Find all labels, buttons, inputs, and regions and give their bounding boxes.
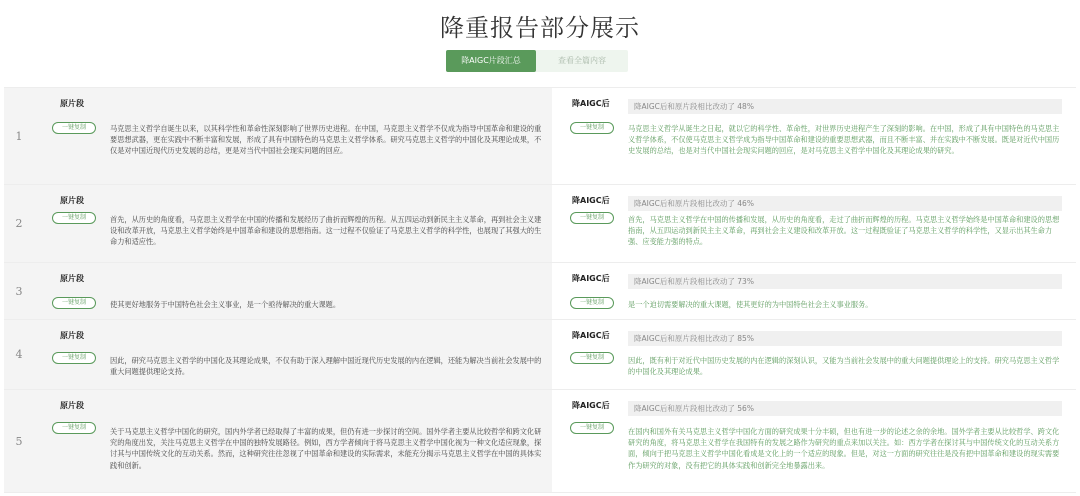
report-rows bbox=[4, 87, 1076, 493]
original-text: 关于马克思主义哲学中国化的研究，国内外学者已经取得了丰富的成果，但仍有进一步探讨的空间。国外学者主要从比较哲学和跨文化研究的角度出发，关注马克思主义哲学在中国的独特发展路径。例如，西方学者倾向于将马克思主义哲学中国化视为一种文化适应现象，探讨其与中国传统文化的互动关系。然而，这种研究往往忽视了中国革命和建设的实际需求，未能充分揭示马克思主义哲学在中国的具体实践和创新。 bbox=[110, 427, 542, 470]
revised-cell bbox=[556, 320, 1076, 389]
revised-text: 马克思主义哲学从诞生之日起，就以它的科学性、革命性，对世界历史进程产生了深刻的影响。在中国，形成了具有中国特色的马克思主义哲学体系，不仅使马克思主义哲学成为指导中国革命和建设的重要思想武器，而且不断丰富、并在实践中不断发展。既是对近代中国历史发展的总结，也是对当代中国社会现实问题的回应，是对马克思主义哲学中国化及其理论成果的研究。 bbox=[628, 124, 1060, 156]
original-label: 原片段 bbox=[60, 401, 84, 410]
row-number: 2 bbox=[4, 185, 34, 262]
report-row bbox=[4, 319, 1076, 389]
copy-revised-button[interactable]: 一键复制 bbox=[570, 297, 614, 309]
revised-label: 降AIGC后 bbox=[572, 331, 610, 340]
revised-label: 降AIGC后 bbox=[572, 274, 610, 283]
revised-label: 降AIGC后 bbox=[572, 401, 610, 410]
original-text: 首先，从历史的角度看，马克思主义哲学在中国的传播和发展经历了曲折而辉煌的历程。从五四运动到新民主主义革命，再到社会主义建设和改革开放，马克思主义哲学始终是中国革命和建设的思想指南。这一过程不仅验证了马克思主义哲学的科学性，也展现了其强大的生命力和适应性。 bbox=[110, 215, 542, 247]
revised-label: 降AIGC后 bbox=[572, 99, 610, 108]
change-ratio-bar: 降AIGC后和原片段相比改动了 46% bbox=[628, 196, 1062, 211]
revised-cell bbox=[556, 263, 1076, 319]
original-cell bbox=[34, 88, 552, 184]
original-label: 原片段 bbox=[60, 331, 84, 340]
row-number: 5 bbox=[4, 390, 34, 492]
row-number: 4 bbox=[4, 320, 34, 389]
revised-cell bbox=[556, 88, 1076, 184]
revised-label: 降AIGC后 bbox=[572, 196, 610, 205]
original-text: 马克思主义哲学自诞生以来，以其科学性和革命性深刻影响了世界历史进程。在中国，马克思主义哲学不仅成为指导中国革命和建设的重要思想武器，更在实践中不断丰富和发展，形成了具有中国特色的马克思主义哲学体系。研究马克思主义哲学的中国化及其理论成果，不仅是对中国近现代历史发展的总结，更是对当代中国社会现实问题的回应。 bbox=[110, 124, 542, 156]
original-text: 使其更好地服务于中国特色社会主义事业，是一个亟待解决的重大课题。 bbox=[110, 300, 341, 309]
original-cell bbox=[34, 185, 552, 262]
copy-original-button[interactable]: 一键复制 bbox=[52, 352, 96, 364]
original-label: 原片段 bbox=[60, 196, 84, 205]
report-row bbox=[4, 184, 1076, 262]
report-row bbox=[4, 262, 1076, 319]
report-row bbox=[4, 87, 1076, 184]
row-number: 3 bbox=[4, 263, 34, 319]
tab-aigc-summary[interactable]: 降AIGC片段汇总 bbox=[446, 50, 536, 72]
change-ratio-bar: 降AIGC后和原片段相比改动了 56% bbox=[628, 401, 1062, 416]
row-number: 1 bbox=[4, 88, 34, 184]
revised-text: 是一个迫切需要解决的重大课题，使其更好的为中国特色社会主义事业服务。 bbox=[628, 300, 873, 309]
copy-original-button[interactable]: 一键复制 bbox=[52, 212, 96, 224]
tab-full-content[interactable]: 查看全篇内容 bbox=[558, 56, 606, 65]
tab-bar bbox=[446, 50, 628, 72]
copy-revised-button[interactable]: 一键复制 bbox=[570, 122, 614, 134]
original-label: 原片段 bbox=[60, 274, 84, 283]
revised-cell bbox=[556, 185, 1076, 262]
revised-text: 首先，马克思主义哲学在中国的传播和发展，从历史的角度看，走过了曲折而辉煌的历程。马克思主义哲学始终是中国革命和建设的思想指南，从五四运动到新民主主义革命，再到社会主义建设和改革开放。这一过程既验证了马克思主义哲学的科学性，又显示出其生命力强、应变能力强的特点。 bbox=[628, 215, 1060, 247]
copy-original-button[interactable]: 一键复制 bbox=[52, 297, 96, 309]
revised-cell bbox=[556, 390, 1076, 492]
original-label: 原片段 bbox=[60, 99, 84, 108]
copy-revised-button[interactable]: 一键复制 bbox=[570, 422, 614, 434]
revised-text: 因此，既有利于对近代中国历史发展的内在逻辑的深刻认识，又能为当前社会发展中的重大问题提供理论上的支持。研究马克思主义哲学的中国化及其理论成果。 bbox=[628, 356, 1060, 377]
revised-text: 在国内和国外有关马克思主义哲学中国化方面的研究成果十分丰硕，但也有进一步的论述之余的余地。国外学者主要从比较哲学、跨文化研究的角度，将马克思主义哲学在我国特有的发展之路作为研究的重点来加以关注。如：西方学者在探讨其与中国传统文化的互动关系方面，倾向于把马克思主义哲学中国化看成是文化上的一个适应的现象。但是，对这一方面的研究往往是没有把中国革命和建设的现实需要作为研究的对象，没有把它的具体实践和创新完全地暴露出来。 bbox=[628, 427, 1060, 470]
change-ratio-bar: 降AIGC后和原片段相比改动了 48% bbox=[628, 99, 1062, 114]
copy-revised-button[interactable]: 一键复制 bbox=[570, 352, 614, 364]
change-ratio-bar: 降AIGC后和原片段相比改动了 85% bbox=[628, 331, 1062, 346]
copy-original-button[interactable]: 一键复制 bbox=[52, 422, 96, 434]
copy-revised-button[interactable]: 一键复制 bbox=[570, 212, 614, 224]
original-cell bbox=[34, 390, 552, 492]
change-ratio-bar: 降AIGC后和原片段相比改动了 73% bbox=[628, 274, 1062, 289]
original-cell bbox=[34, 320, 552, 389]
original-text: 因此，研究马克思主义哲学的中国化及其理论成果，不仅有助于深入理解中国近现代历史发展的内在逻辑，还能为解决当前社会发展中的重大问题提供理论支持。 bbox=[110, 356, 542, 377]
copy-original-button[interactable]: 一键复制 bbox=[52, 122, 96, 134]
page-title: 降重报告部分展示 bbox=[440, 14, 640, 42]
report-row bbox=[4, 389, 1076, 493]
original-cell bbox=[34, 263, 552, 319]
